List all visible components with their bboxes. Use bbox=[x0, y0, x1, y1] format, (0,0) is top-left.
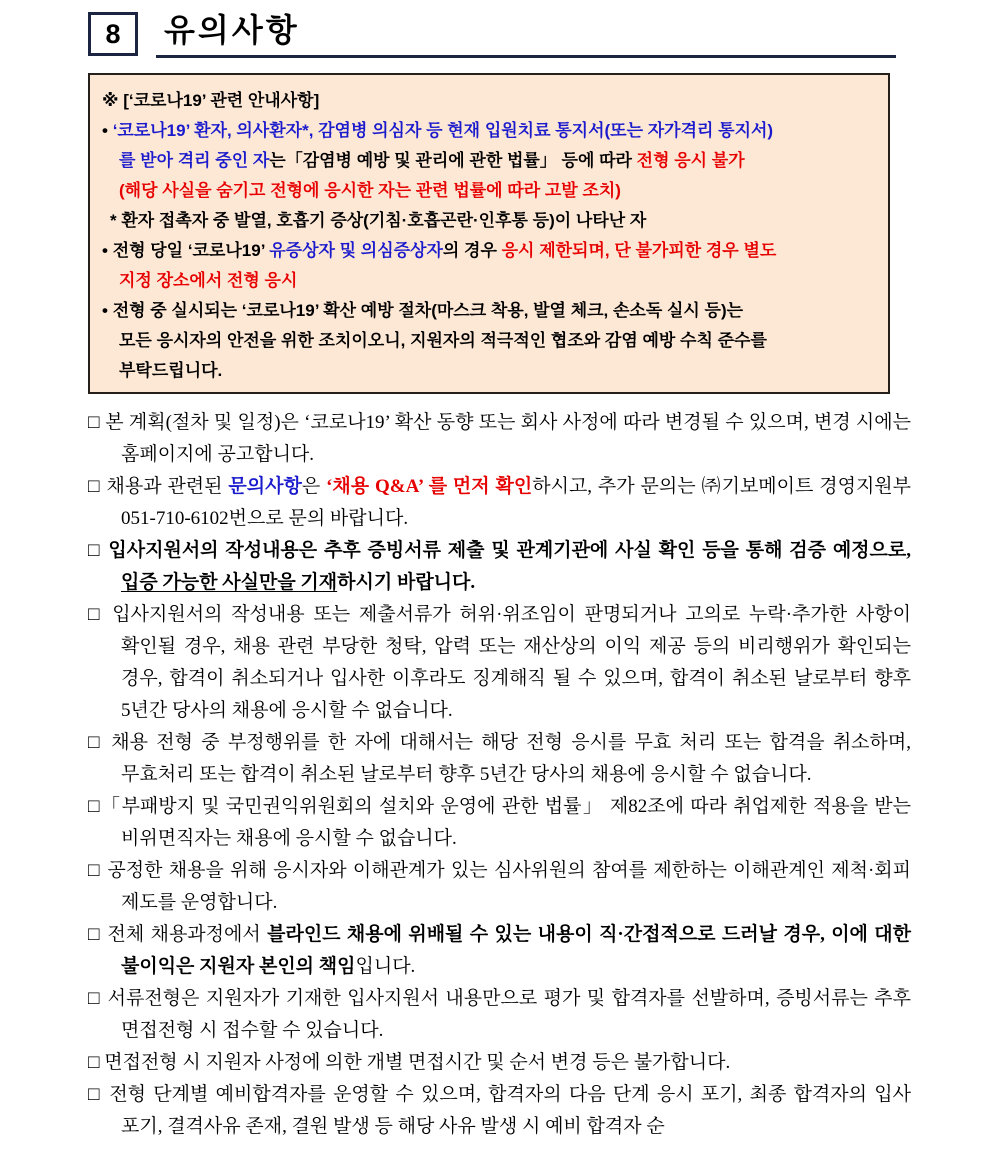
list-item-plan-change: □ 본 계획(절차 및 일정)은 ‘코로나19’ 확산 동향 또는 회사 사정에 따라 변경될 수 있으며, 변경 시에는 홈페이지에 공고합니다. bbox=[88, 412, 911, 465]
list-item-inquiries: □ 채용과 관련된 문의사항은 ‘채용 Q&A’ 를 먼저 확인하시고, 추가 문의는 ㈜기보메이트 경영지원부 051-710-6102번으로 문의 바랍니다. bbox=[88, 476, 912, 529]
checkbox-icon: □ bbox=[88, 732, 112, 753]
list-item-fair-hiring: □ 공정한 채용을 위해 응시자와 이해관계가 있는 심사위원의 참여를 제한하는 이해관계인 제척·회피 제도를 운영합니다. bbox=[88, 860, 911, 913]
list-item-blind-hiring: □ 전체 채용과정에서 블라인드 채용에 위배될 수 있는 내용이 직·간접적으로 드러날 경우, 이에 대한 불이익은 지원자 본인의 책임입니다. bbox=[88, 924, 911, 977]
checkbox-icon: □ bbox=[88, 604, 113, 625]
notice-bullet1-line3: (해당 사실을 숨기고 전형에 응시한 자는 관련 법률에 따라 고발 조치) bbox=[119, 181, 621, 200]
bullet-icon: • bbox=[102, 121, 108, 140]
notice-bullet3-line2: 모든 응시자의 안전을 위한 조치이오니, 지원자의 적극적인 협조와 감염 예방 수칙 준수를 bbox=[119, 331, 767, 350]
checkbox-icon: □ bbox=[88, 540, 109, 561]
notice-bullet1-line2: 를 받아 격리 중인 자는「감염병 예방 및 관리에 관한 법률」 등에 따라 전형 응시 불가 bbox=[119, 151, 745, 170]
notice-heading: ※ [‘코로나19’ 관련 안내사항] bbox=[102, 91, 320, 110]
checkbox-icon: □ bbox=[88, 476, 107, 497]
notice-bullet2-line1: • 전형 당일 ‘코로나19’ 유증상자 및 의심증상자의 경우 응시 제한되며, 단 불가피한 경우 별도 bbox=[102, 241, 777, 260]
checkbox-icon: □ bbox=[88, 1052, 105, 1073]
notice-bullet3-line1: • 전형 중 실시되는 ‘코로나19’ 확산 예방 절차(마스크 착용, 발열 체크, 손소독 실시 등)는 bbox=[102, 301, 744, 320]
notice-bullet1-line1: • ‘코로나19’ 환자, 의사환자*, 감염병 의심자 등 현재 입원치료 통지서(또는 자가격리 통지서) bbox=[102, 121, 774, 140]
notice-bullet1-footnote: * 환자 접촉자 중 발열, 호흡기 증상(기침·호흡곤란·인후통 등)이 나타난 자 bbox=[110, 211, 647, 230]
notice-bullet2-line2: 지정 장소에서 전형 응시 bbox=[119, 271, 298, 290]
list-item-verifiable-facts: □ 입사지원서의 작성내용은 추후 증빙서류 제출 및 관계기관에 사실 확인 등을 통해 검증 예정으로, 입증 가능한 사실만을 기재하시기 바랍니다. bbox=[88, 540, 911, 593]
bullet-icon: • bbox=[102, 241, 108, 260]
checkbox-icon: □ bbox=[88, 796, 102, 817]
document-page bbox=[0, 5, 991, 1143]
checkbox-icon: □ bbox=[88, 412, 106, 433]
covid-notice-box bbox=[88, 73, 890, 394]
section-header bbox=[88, 5, 911, 58]
list-item-document-screening: □ 서류전형은 지원자가 기재한 입사지원서 내용만으로 평가 및 합격자를 선발하며, 증빙서류는 추후 면접전형 시 접수할 수 있습니다. bbox=[88, 988, 911, 1041]
checkbox-icon: □ bbox=[88, 988, 108, 1009]
checkbox-icon: □ bbox=[88, 924, 108, 945]
section-title-rule bbox=[156, 5, 896, 58]
notice-list bbox=[88, 407, 911, 1143]
bullet-icon: • bbox=[102, 301, 108, 320]
section-number-box bbox=[88, 12, 138, 56]
list-item-interview-schedule: □ 면접전형 시 지원자 사정에 의한 개별 면접시간 및 순서 변경 등은 불가합니다. bbox=[88, 1052, 731, 1073]
checkbox-icon: □ bbox=[88, 860, 108, 881]
checkbox-icon: □ bbox=[88, 1084, 110, 1105]
list-item-false-info: □ 입사지원서의 작성내용 또는 제출서류가 허위·위조임이 판명되거나 고의로 누락·추가한 사항이 확인될 경우, 채용 관련 부당한 청탁, 압력 또는 재산상의 이익 제공 등의 비리행위가 확인되는 경우, 합격이 취소되거나 입사한 이후라도 징계해직 될 수 있으며, 합격이 취소된 날로부터 향후 5년간 당사의 채용에 응시할 수 없습니다. bbox=[88, 604, 911, 721]
section-title: 유의사항 bbox=[164, 12, 300, 48]
list-item-anticorruption-law: □「부패방지 및 국민권익위원회의 설치와 운영에 관한 법률」 제82조에 따라 취업제한 적용을 받는 비위면직자는 채용에 응시할 수 없습니다. bbox=[88, 796, 911, 849]
section-number: 8 bbox=[105, 18, 121, 49]
list-item-reserve-candidates: □ 전형 단계별 예비합격자를 운영할 수 있으며, 합격자의 다음 단계 응시 포기, 최종 합격자의 입사 포기, 결격사유 존재, 결원 발생 등 해당 사유 발생 시 예비 합격자 순 bbox=[88, 1084, 911, 1137]
notice-bullet3-line3: 부탁드립니다. bbox=[119, 361, 223, 380]
list-item-cheating: □ 채용 전형 중 부정행위를 한 자에 대해서는 해당 전형 응시를 무효 처리 또는 합격을 취소하며, 무효처리 또는 합격이 취소된 날로부터 향후 5년간 당사의 채용에 응시할 수 없습니다. bbox=[88, 732, 911, 785]
